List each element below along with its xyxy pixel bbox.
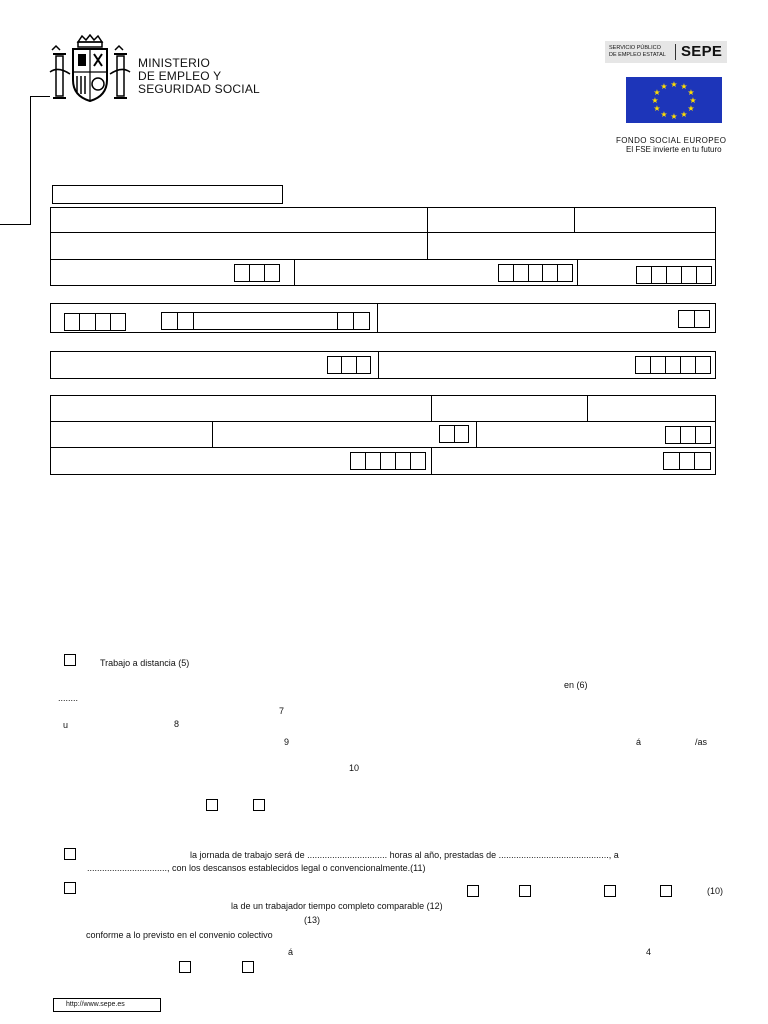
col-divider (577, 259, 578, 286)
col-divider (212, 421, 213, 447)
ref-en-6: en (6) (564, 680, 588, 690)
trabajador-completo-text: la de un trabajador tiempo completo comparable (12) (231, 901, 443, 911)
letter-a-accent: á (636, 737, 642, 747)
footer-url[interactable]: http://www.sepe.es (53, 998, 161, 1012)
row-divider (50, 421, 716, 422)
dots-filler: ........ (58, 693, 79, 703)
svg-text:★: ★ (653, 104, 661, 113)
sepe-logo-text: SEPE (681, 43, 723, 60)
checkbox-trabajo-distancia[interactable] (64, 654, 76, 666)
bracket-line-bottom (0, 224, 31, 225)
checkbox-tiempo-parcial[interactable] (64, 882, 76, 894)
col-divider (431, 447, 432, 475)
checkbox-jornada[interactable] (64, 848, 76, 860)
svg-text:★: ★ (660, 110, 668, 119)
svg-text:★: ★ (680, 82, 688, 91)
col-divider (431, 395, 432, 421)
checkbox-option-c[interactable] (467, 885, 479, 897)
digit-boxes[interactable] (350, 452, 426, 470)
letter-a-accent-2: á (288, 947, 294, 957)
sepe-small-text (609, 45, 666, 59)
form-block-1 (50, 207, 716, 286)
ministry-line-1: MINISTERIO (138, 56, 211, 70)
digit-boxes[interactable] (498, 264, 573, 282)
bracket-line (30, 96, 50, 97)
row-divider (50, 259, 716, 260)
checkbox-option-h[interactable] (242, 961, 254, 973)
checkbox-option-e[interactable] (604, 885, 616, 897)
sepe-separator (675, 44, 676, 60)
col-divider (574, 207, 575, 233)
digit-boxes[interactable] (64, 313, 126, 331)
checkbox-option-d[interactable] (519, 885, 531, 897)
bracket-line-vertical (30, 96, 31, 224)
form-title-field[interactable] (52, 185, 283, 204)
fse-title: FONDO SOCIAL EUROPEO (616, 136, 727, 145)
digit-boxes[interactable] (665, 426, 711, 444)
checkbox-option-b[interactable] (253, 799, 265, 811)
digit-boxes[interactable] (678, 310, 710, 328)
ref-4: 4 (646, 947, 652, 957)
col-divider (294, 259, 295, 286)
digit-boxes[interactable] (327, 356, 371, 374)
ref-9: 9 (284, 737, 290, 747)
jornada-line-1: la jornada de trabajo será de ................................ horas al año, prestadas de ............................................, a (190, 850, 619, 860)
digit-boxes[interactable] (636, 266, 712, 284)
svg-text:★: ★ (687, 88, 695, 97)
checkbox-option-g[interactable] (179, 961, 191, 973)
digit-boxes[interactable] (663, 452, 711, 470)
ref-8: 8 (174, 719, 180, 729)
digit-boxes[interactable] (439, 425, 469, 443)
checkbox-option-a[interactable] (206, 799, 218, 811)
row-divider (50, 232, 716, 233)
svg-text:★: ★ (687, 104, 695, 113)
ref-10: 10 (349, 763, 360, 773)
svg-text:★: ★ (689, 96, 697, 105)
col-divider (587, 395, 588, 421)
digit-boxes[interactable] (234, 264, 280, 282)
sepe-small-line-2: DE EMPLEO ESTATAL (609, 52, 666, 58)
form-block-2 (50, 303, 716, 333)
svg-text:★: ★ (653, 88, 661, 97)
trabajo-distancia-label: Trabajo a distancia (5) (100, 658, 190, 668)
convenio-text: conforme a lo previsto en el convenio colectivo (86, 930, 273, 940)
svg-text:★: ★ (680, 110, 688, 119)
ministry-name (138, 57, 260, 96)
svg-text:★: ★ (651, 96, 659, 105)
ref-7: 7 (279, 706, 285, 716)
digit-boxes[interactable] (635, 356, 711, 374)
row-divider (50, 447, 716, 448)
form-block-3 (50, 351, 716, 379)
col-divider (476, 421, 477, 447)
ministry-line-2: DE EMPLEO Y (138, 69, 222, 83)
sepe-small-line-1: SERVICIO PÚBLICO (609, 45, 661, 51)
ref-10-paren: (10) (707, 886, 724, 896)
ministry-line-3: SEGURIDAD SOCIAL (138, 82, 260, 96)
checkbox-option-f[interactable] (660, 885, 672, 897)
sepe-badge (605, 41, 727, 63)
ref-13: (13) (304, 915, 321, 925)
svg-text:★: ★ (670, 80, 678, 89)
text-as: /as (695, 737, 708, 747)
svg-text:★: ★ (660, 82, 668, 91)
fse-slogan: El FSE invierte en tu futuro (626, 145, 722, 154)
col-divider (427, 207, 428, 259)
col-divider (377, 303, 378, 333)
col-divider (378, 351, 379, 379)
jornada-line-2: ................................, con los descansos establecidos legal o convencionalmente.(11) (87, 863, 426, 873)
long-text-field[interactable] (161, 312, 370, 330)
coat-of-arms-logo (48, 34, 132, 106)
letter-u: u (63, 720, 69, 730)
eu-flag-icon (626, 77, 722, 123)
svg-text:★: ★ (670, 112, 678, 121)
